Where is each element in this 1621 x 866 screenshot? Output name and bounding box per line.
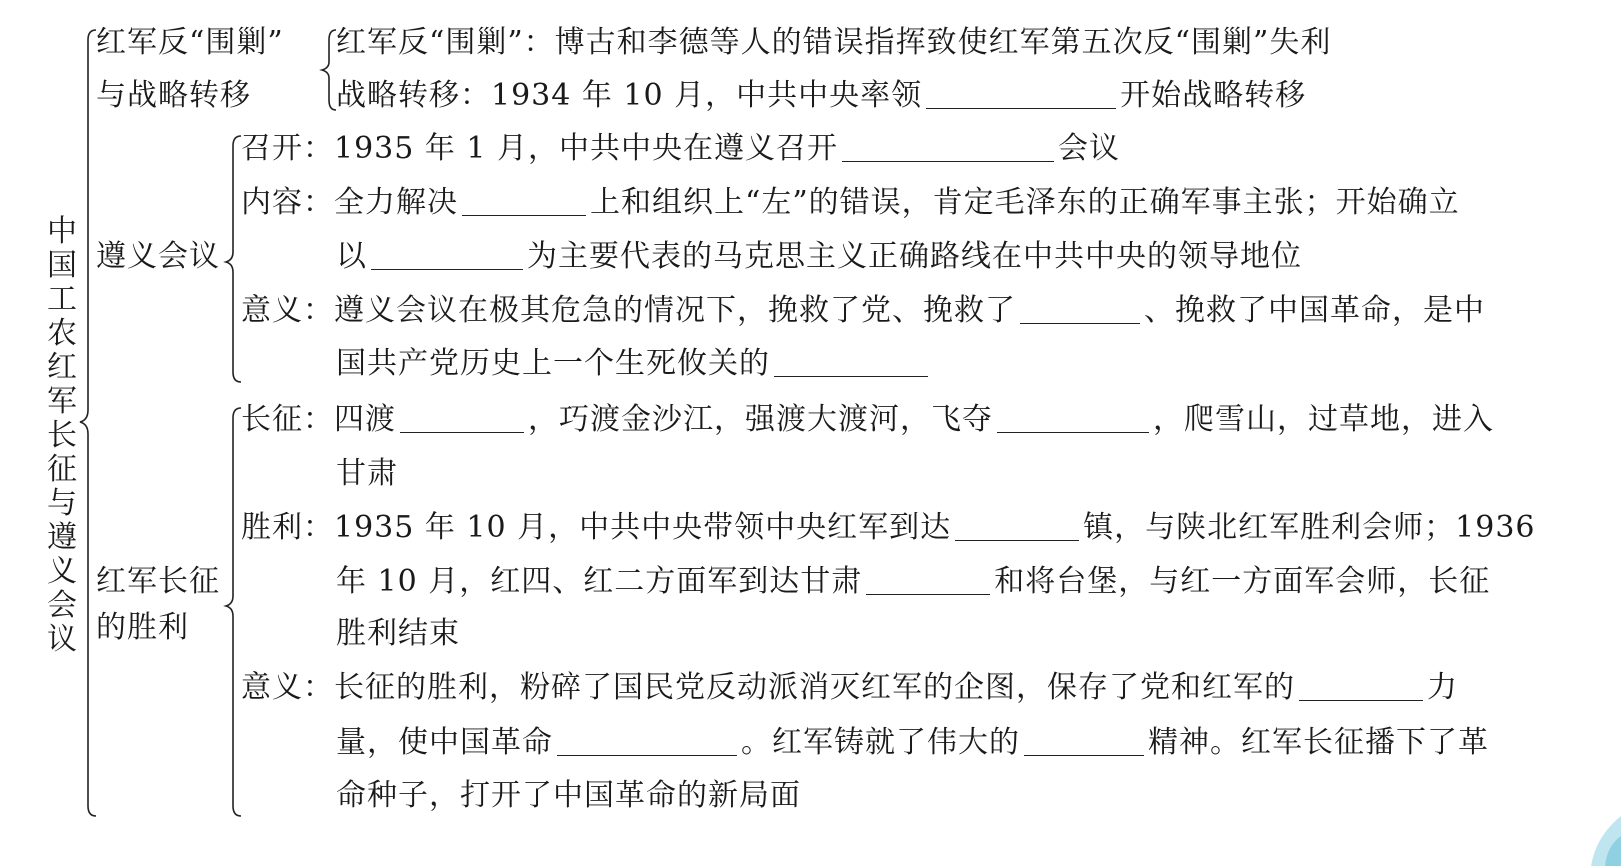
s3-item1-line1 xyxy=(241,402,1494,438)
text-part: 精神。红军长征播下了革 xyxy=(1148,725,1489,760)
s3-item3-line3: 命种子，打开了中国革命的新局面 xyxy=(336,778,801,813)
text-part: 为主要代表的马克思主义正确路线在中共中央的领导地位 xyxy=(527,239,1302,274)
answer-blank[interactable] xyxy=(866,564,990,595)
s3-item1-line2: 甘肃 xyxy=(336,456,398,491)
text-part: 、挽救了中国革命，是中 xyxy=(1144,293,1485,328)
s2-item3-line2 xyxy=(336,346,932,382)
s1-item2-prefix: 战略转移：1934 年 10 月，中共中央率领 xyxy=(336,78,923,113)
s1-brace xyxy=(322,30,336,110)
root-title: 中国工农红军长征与遵义会议 xyxy=(47,214,77,657)
s3-brace xyxy=(226,408,241,816)
s2-label: 遵义会议 xyxy=(96,239,220,274)
s2-item1 xyxy=(241,131,1120,167)
text-part: 量，使中国革命 xyxy=(336,725,553,760)
text-part: 意义：长征的胜利，粉碎了国民党反动派消灭红军的企图，保存了党和红军的 xyxy=(241,670,1295,705)
text-part: 镇，与陕北红军胜利会师；1936 xyxy=(1083,510,1536,545)
s2-item2-line2 xyxy=(336,239,1302,275)
answer-blank[interactable] xyxy=(1020,293,1140,324)
s2-brace xyxy=(226,136,241,382)
answer-blank[interactable] xyxy=(955,510,1079,541)
answer-blank[interactable] xyxy=(1024,725,1144,756)
text-part: 内容：全力解决 xyxy=(241,185,458,220)
s2-item2-line1 xyxy=(241,185,1460,221)
answer-blank[interactable] xyxy=(557,725,737,756)
answer-blank[interactable] xyxy=(1299,670,1423,701)
text-part: ，爬雪山，过草地，进入 xyxy=(1153,402,1494,437)
answer-blank[interactable] xyxy=(371,239,523,270)
answer-blank[interactable] xyxy=(774,346,928,377)
text-part: 和将台堡，与红一方面军会师，长征 xyxy=(994,564,1491,599)
s1-item2-suffix: 开始战略转移 xyxy=(1120,78,1307,113)
s3-item3-line2 xyxy=(336,725,1489,761)
answer-blank[interactable] xyxy=(997,402,1149,433)
answer-blank[interactable] xyxy=(462,185,586,216)
text-part: 力 xyxy=(1427,670,1458,705)
text-part: 。红军铸就了伟大的 xyxy=(741,725,1020,760)
s2-item1-prefix: 召开：1935 年 1 月，中共中央在遵义召开 xyxy=(241,131,839,166)
text-part: 意义：遵义会议在极其危急的情况下，挽救了党、挽救了 xyxy=(241,293,1016,328)
root-brace xyxy=(80,30,96,816)
s1-item2 xyxy=(336,78,1306,114)
s1-label-line1: 红军反“围剿” xyxy=(96,25,284,60)
s1-label-line2: 与战略转移 xyxy=(96,78,251,113)
s2-item3-line1 xyxy=(241,293,1485,329)
s3-label-line2: 的胜利 xyxy=(96,610,189,645)
s3-item2-line2 xyxy=(336,564,1490,600)
text-part: ，巧渡金沙江，强渡大渡河，飞夺 xyxy=(528,402,993,437)
text-part: 以 xyxy=(336,239,367,274)
text-part: 年 10 月，红四、红二方面军到达甘肃 xyxy=(336,564,863,599)
text-part: 国共产党历史上一个生死攸关的 xyxy=(336,346,770,381)
s3-item3-line1 xyxy=(241,670,1458,706)
text-part: 上和组织上“左”的错误，肯定毛泽东的正确军事主张；开始确立 xyxy=(590,185,1460,220)
text-part: 长征：四渡 xyxy=(241,402,396,437)
corner-decoration xyxy=(1541,806,1621,866)
s1-item1: 红军反“围剿”：博古和李德等人的错误指挥致使红军第五次反“围剿”失利 xyxy=(336,25,1332,60)
answer-blank[interactable] xyxy=(842,131,1054,162)
s3-label-line1: 红军长征 xyxy=(96,564,220,599)
s3-item2-line3: 胜利结束 xyxy=(336,616,460,651)
s3-item2-line1 xyxy=(241,510,1536,546)
answer-blank[interactable] xyxy=(400,402,524,433)
s2-item1-suffix: 会议 xyxy=(1058,131,1121,166)
answer-blank[interactable] xyxy=(926,78,1116,109)
text-part: 胜利：1935 年 10 月，中共中央带领中央红军到达 xyxy=(241,510,952,545)
